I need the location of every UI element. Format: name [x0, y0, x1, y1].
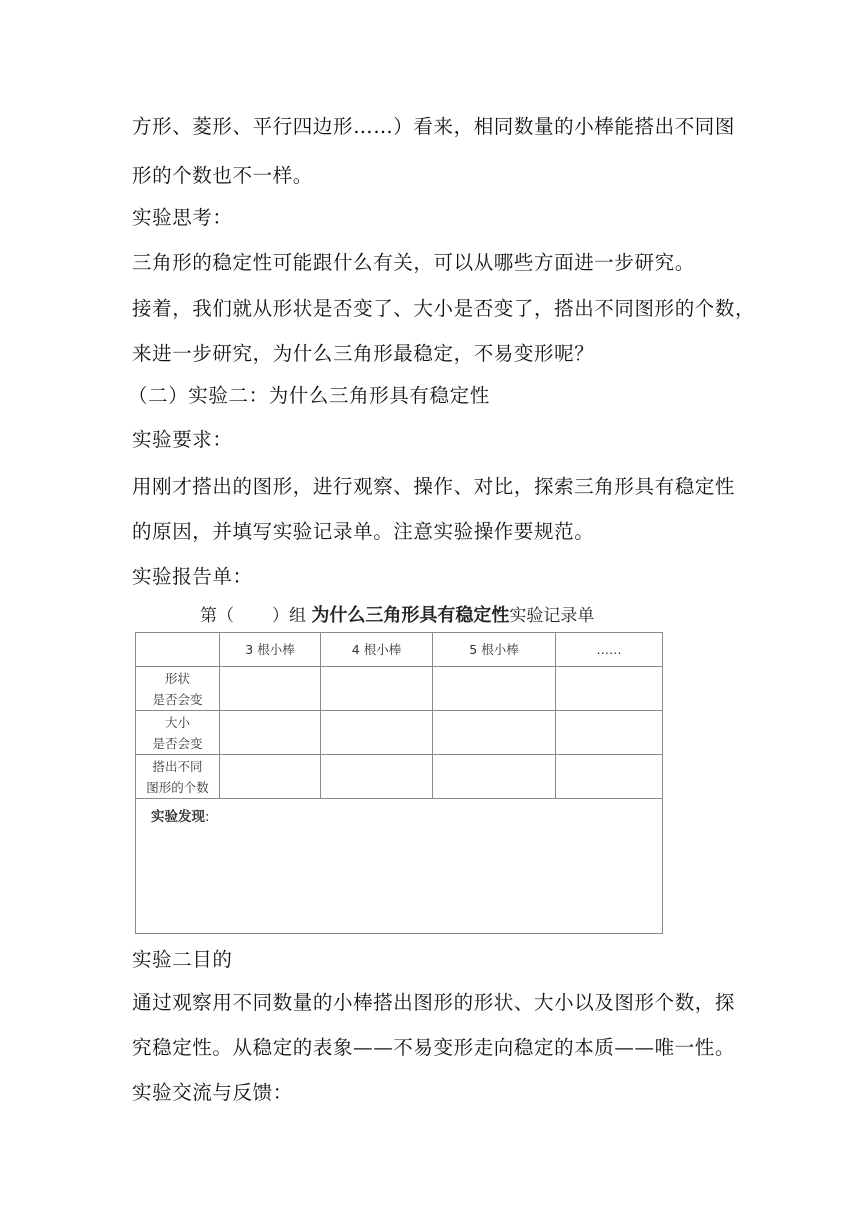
- blank-cell[interactable]: [220, 711, 321, 755]
- finding-cell[interactable]: [136, 799, 663, 934]
- finding-label-text: 实验发现: [151, 809, 205, 825]
- paragraph-next-step: 接着，我们就从形状是否变了、大小是否变了，搭出不同图形的个数，: [132, 297, 756, 320]
- record-sheet-title: [200, 601, 594, 631]
- table-header-row: [136, 633, 663, 667]
- blank-cell[interactable]: [321, 711, 433, 755]
- record-table: [135, 632, 663, 934]
- blank-cell[interactable]: [556, 755, 663, 799]
- row-label-line: 是否会变: [152, 691, 203, 707]
- row-label-shape: [136, 667, 220, 711]
- heading-experiment-thinking: 实验思考：: [132, 206, 233, 229]
- heading-experiment-two: （二）实验二：为什么三角形具有稳定性: [128, 384, 490, 407]
- paragraph-purpose-2: 究稳定性。从稳定的表象——不易变形走向稳定的本质——唯一性。: [132, 1036, 736, 1059]
- blank-cell[interactable]: [321, 755, 433, 799]
- paragraph-stability-question: 三角形的稳定性可能跟什么有关，可以从哪些方面进一步研究。: [132, 251, 695, 274]
- paragraph-shapes-count: 形的个数也不一样。: [132, 164, 313, 187]
- header-cell: [136, 633, 220, 667]
- table-row: [136, 755, 663, 799]
- blank-cell[interactable]: [433, 667, 556, 711]
- row-label-line: 图形的个数: [146, 779, 209, 795]
- blank-cell[interactable]: [321, 667, 433, 711]
- title-group: ）组: [272, 606, 306, 626]
- paragraph-shapes-continued: 方形、菱形、平行四边形……）看来，相同数量的小棒能搭出不同图: [132, 115, 736, 138]
- blank-cell[interactable]: [220, 755, 321, 799]
- blank-cell[interactable]: [556, 711, 663, 755]
- row-label-line: 搭出不同: [152, 758, 203, 774]
- paragraph-purpose-1: 通过观察用不同数量的小棒搭出图形的形状、大小以及图形个数，探: [132, 991, 736, 1014]
- blank-cell[interactable]: [433, 755, 556, 799]
- blank-cell[interactable]: [433, 711, 556, 755]
- header-cell: 3 根小棒: [220, 633, 321, 667]
- table-row: [136, 711, 663, 755]
- paragraph-why-triangle: 来进一步研究，为什么三角形最稳定，不易变形呢？: [132, 342, 595, 365]
- table-row: [136, 667, 663, 711]
- heading-experiment-requirements: 实验要求：: [132, 428, 233, 451]
- row-label-count: [136, 755, 220, 799]
- finding-colon: :: [205, 809, 210, 825]
- paragraph-requirements-1: 用刚才搭出的图形，进行观察、操作、对比，探索三角形具有稳定性: [132, 475, 736, 498]
- header-cell: 4 根小棒: [321, 633, 433, 667]
- paragraph-requirements-2: 的原因，并填写实验记录单。注意实验操作要规范。: [132, 520, 595, 543]
- row-label-line: 形状: [164, 670, 190, 686]
- blank-cell[interactable]: [556, 667, 663, 711]
- title-suffix: 实验记录单: [509, 606, 595, 626]
- header-cell: 5 根小棒: [433, 633, 556, 667]
- row-label-line: 大小: [164, 714, 190, 730]
- heading-experiment-two-purpose: 实验二目的: [132, 948, 233, 971]
- heading-report-sheet: 实验报告单：: [132, 565, 253, 588]
- row-label-line: 是否会变: [152, 735, 203, 751]
- finding-row: [136, 799, 663, 934]
- title-bold: 为什么三角形具有稳定性: [311, 605, 510, 626]
- heading-exchange-feedback: 实验交流与反馈：: [132, 1081, 293, 1104]
- finding-label: [151, 807, 210, 827]
- title-prefix: 第（: [200, 606, 234, 626]
- blank-cell[interactable]: [220, 667, 321, 711]
- row-label-size: [136, 711, 220, 755]
- header-cell: ……: [556, 633, 663, 667]
